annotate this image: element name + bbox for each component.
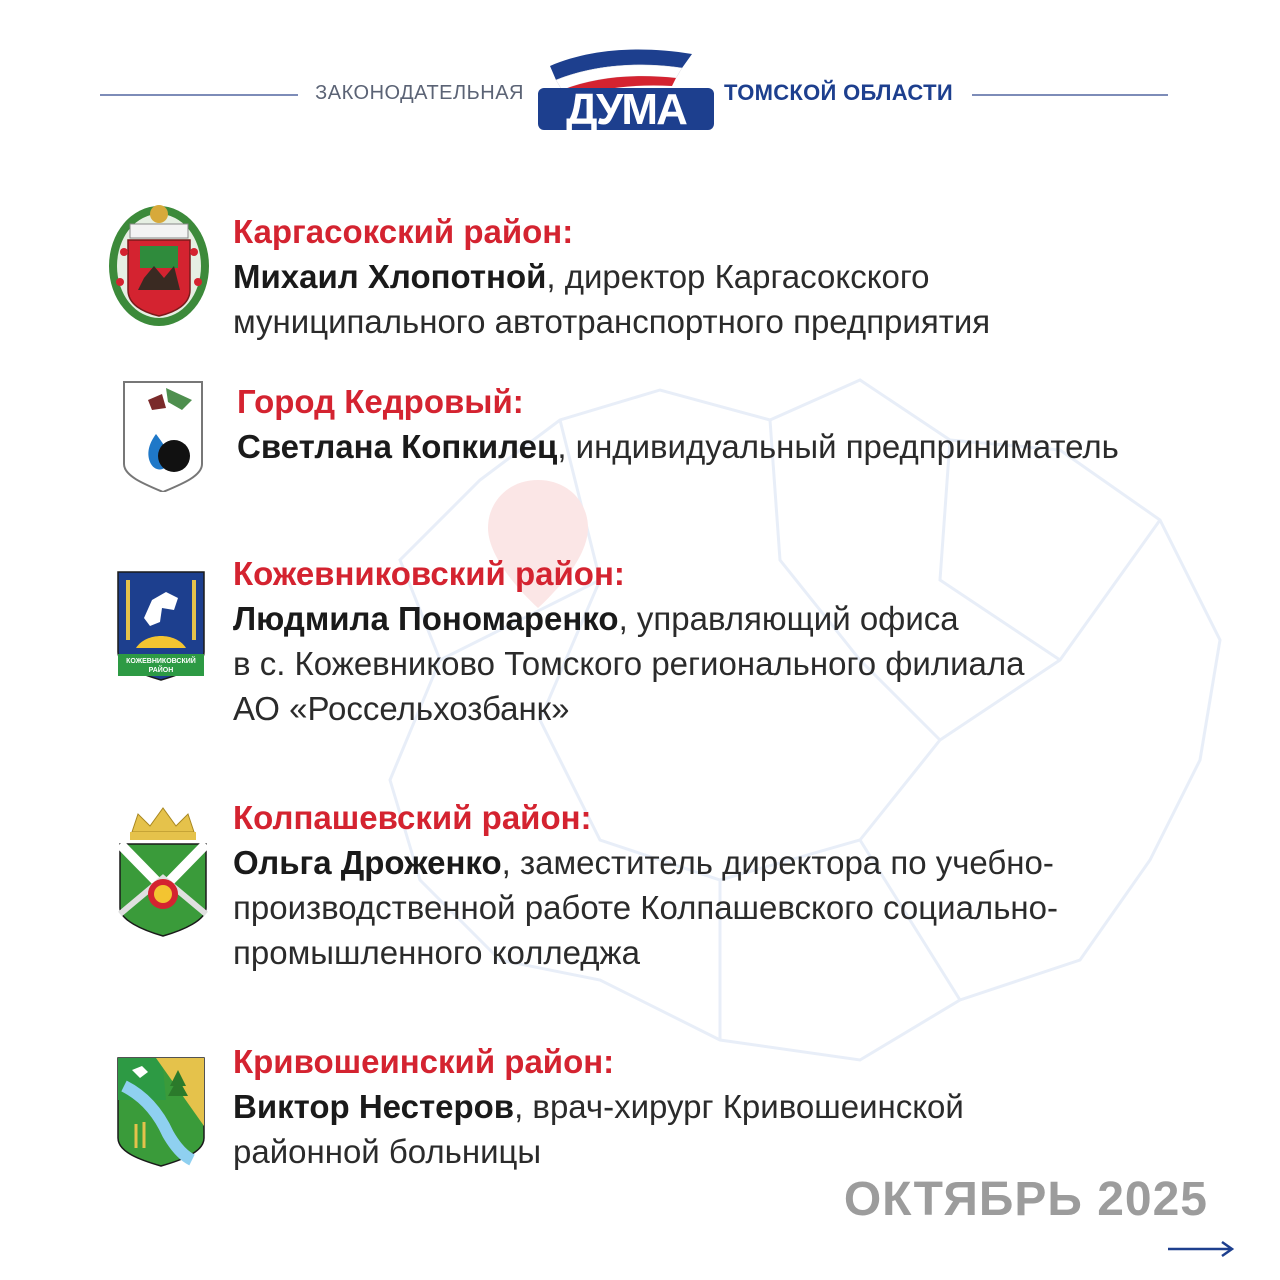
- person-role-line: муниципального автотранспортного предприятия: [233, 303, 991, 340]
- header-line-right: [972, 94, 1168, 96]
- district-title: Кривошеинский район:: [233, 1043, 615, 1080]
- arrow-right-icon[interactable]: [1166, 1238, 1236, 1260]
- person-role: , директор Каргасокского: [546, 258, 930, 295]
- person-name: Михаил Хлопотной: [233, 258, 547, 295]
- kozhevnikovo-coat-of-arms-icon: [116, 570, 206, 682]
- person-role-line: производственной работе Колпашевского социально-: [233, 889, 1058, 926]
- emblem-caption: КОЖЕВНИКОВСКИЙ: [126, 658, 196, 665]
- person-description: [233, 596, 1233, 641]
- person-description: [233, 254, 1233, 299]
- person-role: , заместитель директора по учебно-: [501, 844, 1054, 881]
- kargasok-coat-of-arms-icon: [106, 200, 212, 328]
- person-role: , врач-хирург Кривошеинской: [514, 1088, 964, 1125]
- person-description: [233, 1084, 1233, 1129]
- header-line-left: [100, 94, 298, 96]
- krivosheino-coat-of-arms-icon: [116, 1056, 206, 1168]
- person-role-line: районной больницы: [233, 1133, 542, 1170]
- header-right-text: ТОМСКОЙ ОБЛАСТИ: [724, 80, 953, 105]
- district-title: Город Кедровый:: [237, 383, 524, 420]
- person-role-line: промышленного колледжа: [233, 934, 640, 971]
- district-title: Кожевниковский район:: [233, 555, 625, 592]
- person-role: , индивидуальный предприниматель: [557, 428, 1119, 465]
- person-name: Светлана Копкилец: [237, 428, 558, 465]
- kedrovy-coat-of-arms-icon: [122, 380, 204, 492]
- district-title: Колпашевский район:: [233, 799, 592, 836]
- person-name: Людмила Пономаренко: [233, 600, 619, 637]
- person-description: [233, 840, 1233, 885]
- emblem-caption: РАЙОН: [148, 667, 174, 674]
- person-role-line: в с. Кожевниково Томского регионального филиала: [233, 645, 1025, 682]
- person-description: [237, 424, 1237, 469]
- person-role-line: АО «Россельхозбанк»: [233, 690, 570, 727]
- kolpashevo-coat-of-arms-icon: [118, 804, 208, 938]
- person-role: , управляющий офиса: [618, 600, 959, 637]
- publication-date: ОКТЯБРЬ 2025: [843, 1173, 1208, 1226]
- person-name: Виктор Нестеров: [233, 1088, 515, 1125]
- page-header: [0, 40, 1280, 150]
- district-title: Каргасокский район:: [233, 213, 574, 250]
- duma-logo: [532, 40, 722, 138]
- header-left-text: ЗАКОНОДАТЕЛЬНАЯ: [315, 82, 524, 104]
- person-name: Ольга Дроженко: [233, 844, 502, 881]
- logo-text: ДУМА: [566, 85, 686, 134]
